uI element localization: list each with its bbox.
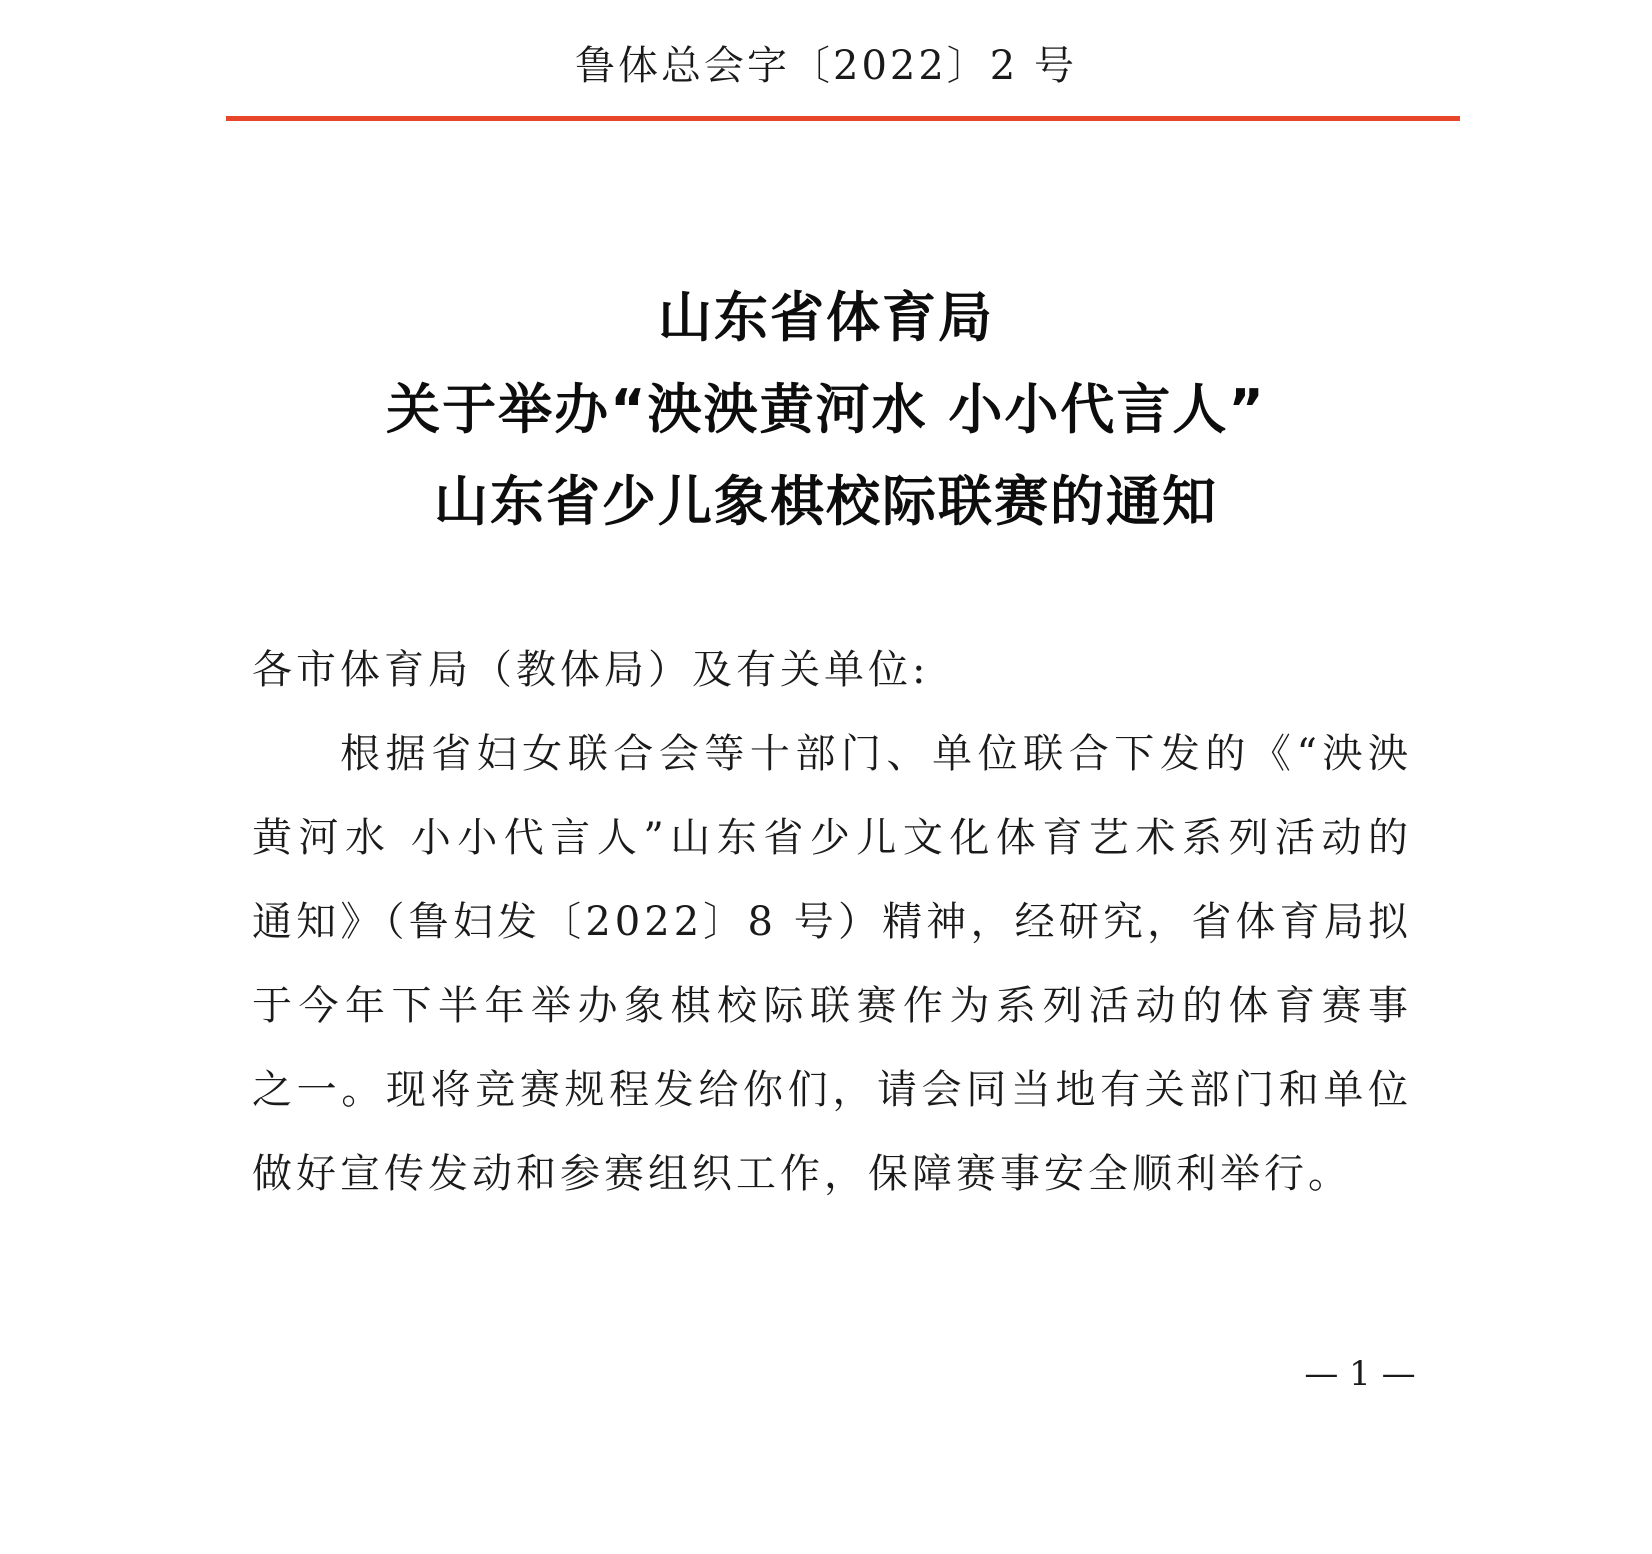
paragraph-line-5: 之一。现将竞赛规程发给你们，请会同当地有关部门和单位 (252, 1067, 1412, 1113)
red-header-rule (226, 116, 1460, 121)
salutation: 各市体育局（教体局）及有关单位: (252, 647, 930, 693)
document-body (252, 628, 1412, 1216)
paragraph-line-3: 通知》（鲁妇发〔2022〕8 号）精神，经研究，省体育局拟 (252, 899, 1412, 945)
title-line-1: 山东省体育局 (658, 286, 994, 349)
paragraph-line-1: 根据省妇女联合会等十部门、单位联合下发的《“泱泱 (340, 731, 1412, 777)
paragraph-line-4: 于今年下半年举办象棋校际联赛作为系列活动的体育赛事 (252, 983, 1412, 1029)
document-title (0, 272, 1652, 548)
paragraph-line-2: 黄河水 小小代言人”山东省少儿文化体育艺术系列活动的 (252, 815, 1412, 861)
page-number: — 1 — (1304, 1354, 1416, 1394)
document-number: 鲁体总会字〔2022〕2 号 (575, 43, 1077, 89)
title-line-2: 关于举办“泱泱黄河水 小小代言人” (386, 378, 1266, 441)
title-line-3: 山东省少儿象棋校际联赛的通知 (434, 470, 1218, 533)
paragraph-line-6: 做好宣传发动和参赛组织工作，保障赛事安全顺利举行。 (252, 1151, 1352, 1197)
